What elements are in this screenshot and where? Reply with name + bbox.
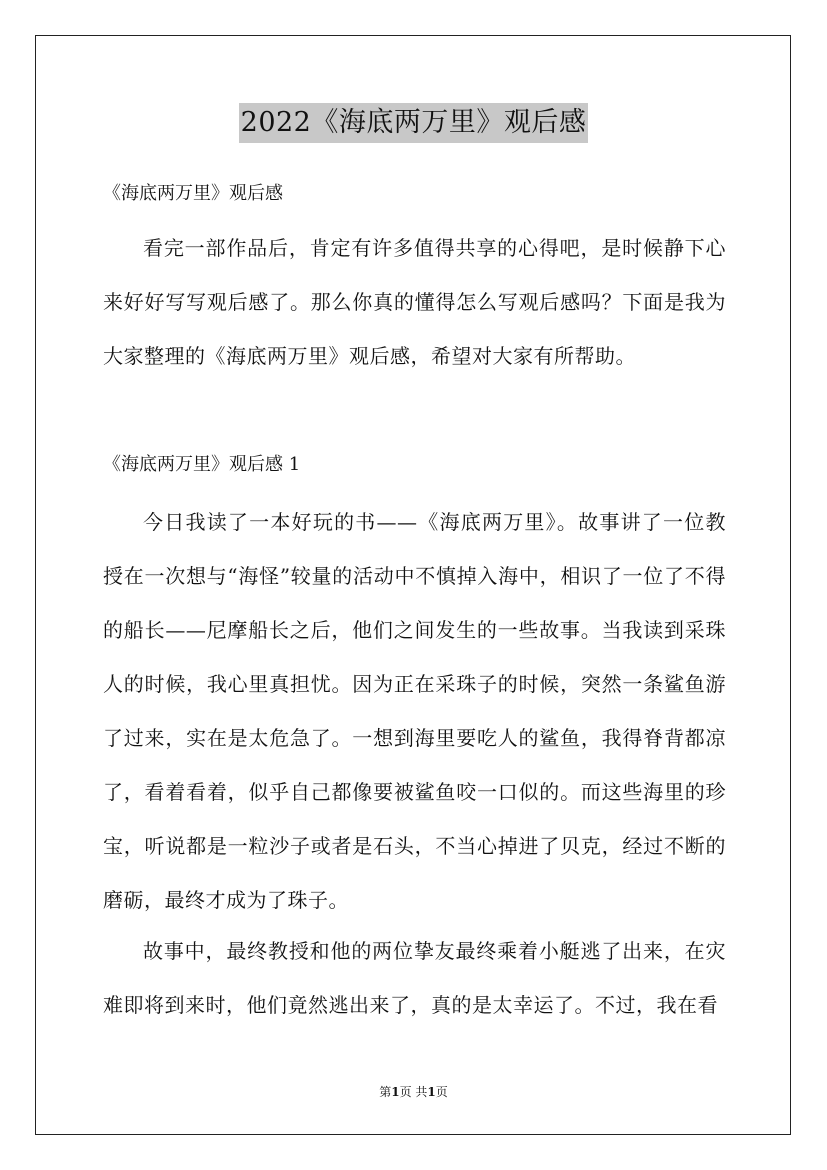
footer-current-page: 1 <box>391 1085 400 1099</box>
intro-paragraph: 看完一部作品后，肯定有许多值得共享的心得吧，是时候静下心来好好写写观后感了。那么你真的懂得怎么写观后感吗？下面是我为大家整理的《海底两万里》观后感，希望对大家有所帮助。 <box>103 236 726 368</box>
footer-mid: 页 共 <box>399 1085 428 1099</box>
title-container <box>0 103 827 143</box>
footer-prefix: 第 <box>379 1085 392 1099</box>
subtitle: 《海底两万里》观后感 <box>103 183 283 204</box>
section-heading: 《海底两万里》观后感 1 <box>103 454 301 475</box>
body-paragraph-2: 故事中，最终教授和他的两位挚友最终乘着小艇逃了出来，在灾难即将到来时，他们竟然逃出来了，真的是太幸运了。不过，我在看 <box>103 939 726 1017</box>
body-paragraph-1: 今日我读了一本好玩的书——《海底两万里》。故事讲了一位教授在一次想与“海怪”较量的活动中不慎掉入海中，相识了一位了不得的船长——尼摩船长之后，他们之间发生的一些故事。当我读到采珠人的时候，我心里真担忧。因为正在采珠子的时候，突然一条鲨鱼游了过来，实在是太危急了。一想到海里要吃人的鲨鱼，我得脊背都凉了，看着看着，似乎自己都像要被鲨鱼咬一口似的。而这些海里的珍宝，听说都是一粒沙子或者是石头，不当心掉进了贝克，经过不断的磨砺，最终才成为了珠子。 <box>103 510 726 912</box>
footer-total-pages: 1 <box>427 1085 436 1099</box>
page-title: 2022《海底两万里》观后感 <box>239 103 589 143</box>
page-footer <box>0 1084 827 1100</box>
footer-suffix: 页 <box>435 1085 448 1099</box>
